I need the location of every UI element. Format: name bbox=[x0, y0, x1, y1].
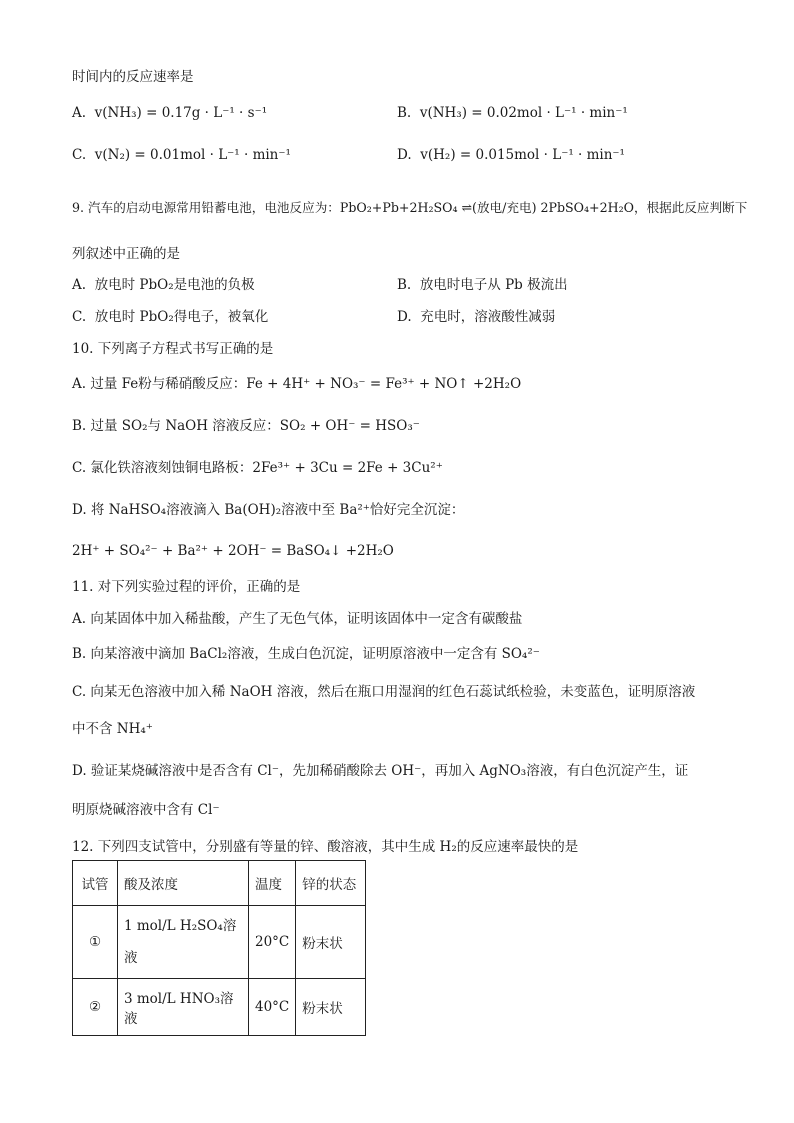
table-header-acid: 酸及浓度 bbox=[118, 861, 249, 906]
q10-option-c: C. 氯化铁溶液刻蚀铜电路板：2Fe³⁺ + 3Cu = 2Fe + 3Cu²⁺ bbox=[72, 460, 443, 476]
table-cell: 1 mol/L H₂SO₄溶液 bbox=[118, 906, 249, 979]
q10-stem: 10. 下列离子方程式书写正确的是 bbox=[72, 341, 274, 357]
q8-option-a: A. v(NH₃) = 0.17g · L⁻¹ · s⁻¹ bbox=[72, 105, 268, 121]
q8-option-d: D. v(H₂) = 0.015mol · L⁻¹ · min⁻¹ bbox=[397, 147, 625, 163]
table-cell: 粉末状 bbox=[296, 906, 366, 979]
table-header-temp: 温度 bbox=[249, 861, 296, 906]
q12-stem: 12. 下列四支试管中，分别盛有等量的锌、酸溶液，其中生成 H₂的反应速率最快的是 bbox=[72, 839, 579, 855]
q10-option-b: B. 过量 SO₂与 NaOH 溶液反应：SO₂ + OH⁻ = HSO₃⁻ bbox=[72, 418, 420, 434]
table-cell: 3 mol/L HNO₃溶液 bbox=[118, 979, 249, 1036]
table-cell: ① bbox=[73, 906, 118, 979]
q12-table bbox=[72, 860, 366, 1036]
intro-text: 时间内的反应速率是 bbox=[72, 69, 194, 85]
table-cell: 20°C bbox=[249, 906, 296, 979]
q10-option-d-line2: 2H⁺ + SO₄²⁻ + Ba²⁺ + 2OH⁻ = BaSO₄↓ +2H₂O bbox=[72, 543, 394, 559]
table-header-tube: 试管 bbox=[73, 861, 118, 906]
q10-option-d-line1: D. 将 NaHSO₄溶液滴入 Ba(OH)₂溶液中至 Ba²⁺恰好完全沉淀： bbox=[72, 502, 465, 518]
table-row bbox=[73, 979, 366, 1036]
q8-option-c: C. v(N₂) = 0.01mol · L⁻¹ · min⁻¹ bbox=[72, 147, 291, 163]
table-cell: 40°C bbox=[249, 979, 296, 1036]
q11-option-a: A. 向某固体中加入稀盐酸，产生了无色气体，证明该固体中一定含有碳酸盐 bbox=[72, 611, 523, 627]
table-cell: ② bbox=[73, 979, 118, 1036]
table-header-zinc: 锌的状态 bbox=[296, 861, 366, 906]
q9-option-a: A. 放电时 PbO₂是电池的负极 bbox=[72, 277, 255, 293]
q11-stem: 11. 对下列实验过程的评价，正确的是 bbox=[72, 579, 301, 595]
q9-option-d: D. 充电时，溶液酸性减弱 bbox=[397, 309, 556, 325]
q11-option-d-line1: D. 验证某烧碱溶液中是否含有 Cl⁻，先加稀硝酸除去 OH⁻，再加入 AgNO₃溶液，有白色沉淀产生，证 bbox=[72, 763, 689, 779]
table-row bbox=[73, 906, 366, 979]
q9-stem-line1: 9. 汽车的启动电源常用铅蓄电池，电池反应为：PbO₂+Pb+2H₂SO₄ ⇌(放电/充电) 2PbSO₄+2H₂O，根据此反应判断下 bbox=[72, 200, 748, 215]
q11-option-c-line2: 中不含 NH₄⁺ bbox=[72, 721, 153, 737]
q10-option-a: A. 过量 Fe粉与稀硝酸反应：Fe + 4H⁺ + NO₃⁻ = Fe³⁺ + NO↑ +2H₂O bbox=[72, 376, 522, 392]
table-header-row bbox=[73, 861, 366, 906]
q11-option-b: B. 向某溶液中滴加 BaCl₂溶液，生成白色沉淀，证明原溶液中一定含有 SO₄²⁻ bbox=[72, 646, 540, 662]
q9-option-c: C. 放电时 PbO₂得电子，被氧化 bbox=[72, 309, 269, 325]
q11-option-c-line1: C. 向某无色溶液中加入稀 NaOH 溶液，然后在瓶口用湿润的红色石蕊试纸检验，未变蓝色，证明原溶液 bbox=[72, 684, 696, 700]
q8-option-b: B. v(NH₃) = 0.02mol · L⁻¹ · min⁻¹ bbox=[397, 105, 628, 121]
q11-option-d-line2: 明原烧碱溶液中含有 Cl⁻ bbox=[72, 802, 220, 818]
q9-option-b: B. 放电时电子从 Pb 极流出 bbox=[397, 277, 568, 293]
table-cell: 粉末状 bbox=[296, 979, 366, 1036]
q9-stem-line2: 列叙述中正确的是 bbox=[72, 246, 180, 262]
